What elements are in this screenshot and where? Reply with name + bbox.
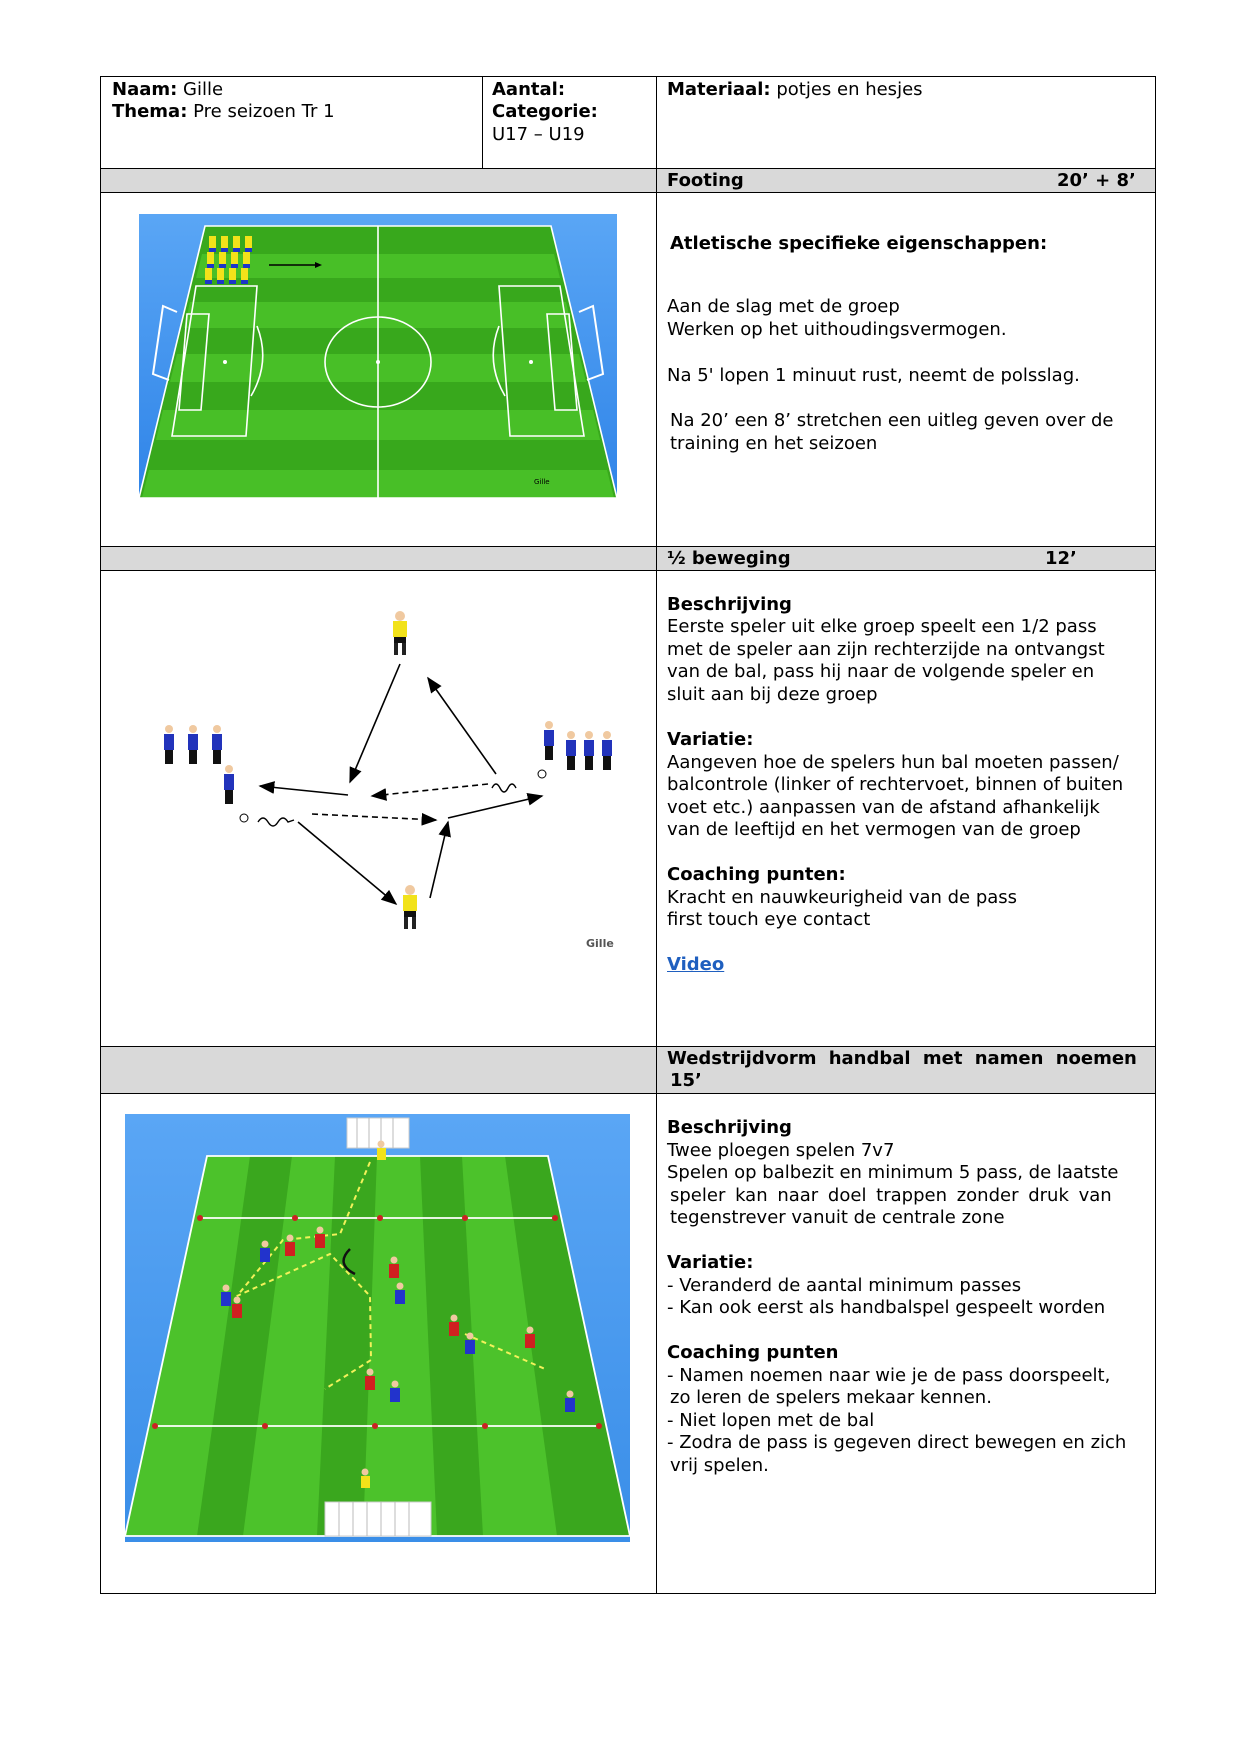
- categorie-value: U17 – U19: [492, 124, 585, 145]
- naam-value: Gille: [183, 79, 224, 100]
- section3-beschrijving-line-1: Twee ploegen spelen 7v7: [667, 1140, 895, 1161]
- section2-beschrijving-line-4: sluit aan bij deze groep: [667, 684, 878, 705]
- section3-coaching-label: Coaching punten: [667, 1342, 839, 1363]
- materiaal-line: [667, 79, 923, 102]
- materiaal-label: Materiaal:: [667, 79, 771, 100]
- naam-line: [112, 79, 223, 102]
- video-link-wrapper: [667, 954, 724, 977]
- section2-variatie-label: Variatie:: [667, 729, 754, 750]
- section1-line-1: Aan de slag met de groep: [667, 296, 900, 317]
- footing-pitch-diagram: [139, 214, 617, 498]
- section1-para2: Na 5' lopen 1 minuut rust, neemt de polsslag.: [667, 365, 1080, 386]
- categorie-label: Categorie:: [492, 101, 598, 122]
- section2-title: ½ beweging: [667, 548, 791, 569]
- naam-label: Naam:: [112, 79, 178, 100]
- materiaal-value: potjes en hesjes: [776, 79, 923, 100]
- section3-header-left: [100, 1046, 657, 1094]
- section2-coaching-label: Coaching punten:: [667, 864, 846, 885]
- yellow-player-top: [393, 611, 407, 655]
- section1-header-left: [100, 168, 657, 193]
- section1-para3-line1: Na 20’ een 8’ stretchen een uitleg geven over de: [670, 410, 1114, 431]
- section2-variatie-line-1: Aangeven hoe de spelers hun bal moeten passen/: [667, 752, 1119, 773]
- aantal-label: Aantal:: [492, 79, 566, 100]
- section3-coaching-line-2: zo leren de spelers mekaar kennen.: [670, 1387, 992, 1408]
- section1-time: 20’ + 8’: [1057, 170, 1136, 191]
- half-movement-diagram: [128, 600, 628, 960]
- section2-beschrijving-line-2: met de speler aan zijn rechterzijde na ontvangst: [667, 639, 1105, 660]
- section2-variatie-line-3: voet etc.) aanpassen van de afstand afhankelijk: [667, 797, 1100, 818]
- section1-subtitle: Atletische specifieke eigenschappen:: [670, 233, 1048, 254]
- section3-coaching-line-1: - Namen noemen naar wie je de pass doorspeelt,: [667, 1365, 1111, 1386]
- thema-line: [112, 101, 335, 124]
- section1-line-2: Werken op het uithoudingsvermogen.: [667, 319, 1007, 340]
- section2-time: 12’: [1045, 548, 1077, 569]
- section3-variatie-label: Variatie:: [667, 1252, 754, 1273]
- blue-players-left: [164, 734, 234, 790]
- section3-variatie-line-1: - Veranderd de aantal minimum passes: [667, 1275, 1022, 1296]
- section3-beschrijving-line-3: speler kan naar doel trappen zonder druk van: [670, 1185, 1112, 1206]
- section2-beschrijving-label: Beschrijving: [667, 594, 792, 615]
- section3-beschrijving-line-4: tegenstrever vanuit de centrale zone: [670, 1207, 1005, 1228]
- section2-beschrijving-line-3: van de bal, pass hij naar de volgende speler en: [667, 661, 1095, 682]
- section3-title-line2: 15’: [670, 1070, 702, 1091]
- video-link[interactable]: Video: [667, 954, 725, 975]
- section3-coaching-line-3: - Niet lopen met de bal: [667, 1410, 875, 1431]
- section3-title-line1: Wedstrijdvorm handbal met namen noemen: [667, 1048, 1137, 1069]
- section3-beschrijving-label: Beschrijving: [667, 1117, 792, 1138]
- section2-header-left: [100, 546, 657, 571]
- section3-coaching-line-5: vrij spelen.: [670, 1455, 769, 1476]
- handball-game-diagram: [125, 1114, 630, 1542]
- thema-label: Thema:: [112, 101, 188, 122]
- section2-coaching-line-1: Kracht en nauwkeurigheid van de pass: [667, 887, 1018, 908]
- section1-image-label: Gille: [534, 478, 550, 486]
- section2-variatie-line-2: balcontrole (linker of rechtervoet, binnen of buiten: [667, 774, 1124, 795]
- section3-beschrijving-line-2: Spelen op balbezit en minimum 5 pass, de laatste: [667, 1162, 1119, 1183]
- section2-variatie-line-4: van de leeftijd en het vermogen van de groep: [667, 819, 1081, 840]
- section1-para3-line2: training en het seizoen: [670, 433, 878, 454]
- section3-coaching-line-4: - Zodra de pass is gegeven direct bewegen en zich: [667, 1432, 1127, 1453]
- section2-image-label: Gille: [586, 937, 614, 950]
- yellow-player-bottom: [403, 885, 417, 929]
- section1-title: Footing: [667, 170, 744, 191]
- section2-coaching-line-2: first touch eye contact: [667, 909, 871, 930]
- section3-variatie-line-2: - Kan ook eerst als handbalspel gespeelt worden: [667, 1297, 1106, 1318]
- thema-value: Pre seizoen Tr 1: [193, 101, 335, 122]
- section2-beschrijving-line-1: Eerste speler uit elke groep speelt een 1/2 pass: [667, 616, 1097, 637]
- blue-players-right: [544, 730, 612, 756]
